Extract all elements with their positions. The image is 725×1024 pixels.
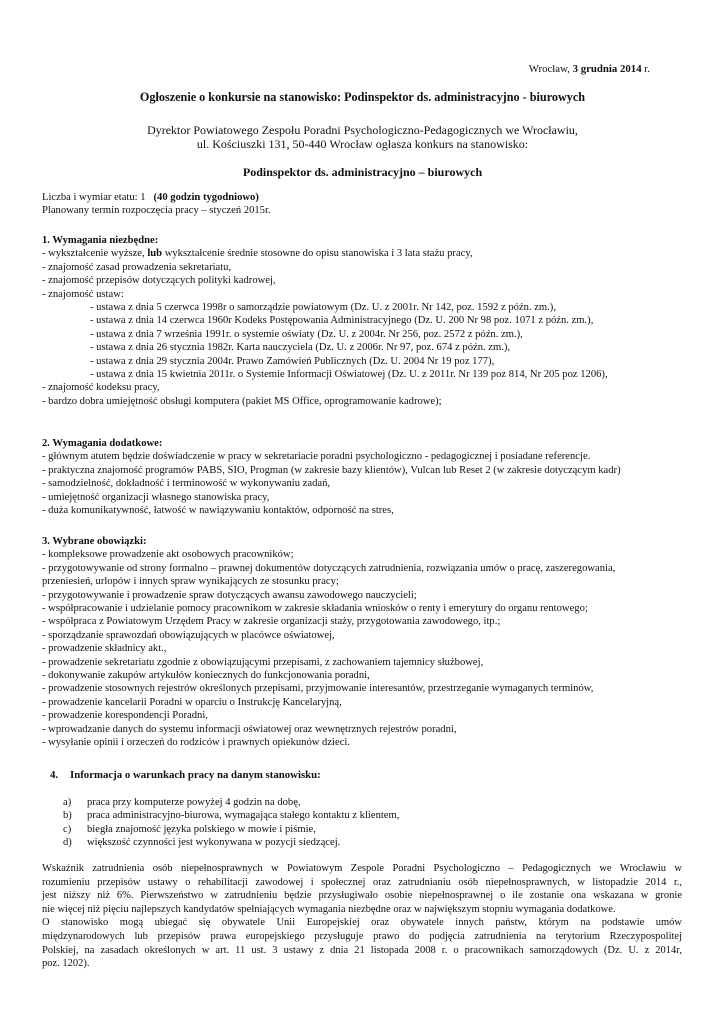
- duty-item: - współpracowanie i udzielanie pomocy pracownikom w zakresie składania wniosków o renty i emerytury do organu rentowego;: [42, 603, 588, 615]
- law-item: - ustawa z dnia 14 czerwca 1960r Kodeks Postępowania Administracyjnego (Dz. U. 200 Nr 98 poz. 1071 z późn. zm.),: [90, 315, 594, 327]
- paragraph-line: międzynarodowych lub przepisów prawa europejskiego przysługuje prawo do podjęcia zatrudnienia na terytorium Rzeczypospolitej: [42, 930, 682, 942]
- section-4-title: Informacja o warunkach pracy na danym stanowisku:: [70, 769, 321, 781]
- law-item: - ustawa z dnia 5 czerwca 1998r o samorządzie powiatowym (Dz. U. z 2001r. Nr 142, poz. 1592 z późn. zm.),: [90, 302, 556, 314]
- intro-line: Dyrektor Powiatowego Zespołu Poradni Psychologiczno-Pedagogicznych we Wrocławiu,: [147, 123, 578, 137]
- paragraph-line: Polskiej, na zasadach określonych w art. 11 ust. 3 ustawy z dnia 21 listopada 2008 r. o pracownikach samorządowych (Dz. U. z 2014r,: [42, 944, 682, 956]
- condition-item: [63, 823, 399, 836]
- item-letter: d): [63, 837, 72, 849]
- duty-item: - sporządzanie sprawozdań obowiązujących w placówce oświatowej,: [42, 629, 335, 641]
- section-2-heading: 2. Wymagania dodatkowe:: [42, 438, 163, 449]
- document-date: [529, 63, 650, 76]
- item-text: większość czynności jest wykonywana w pozycji siedzącej.: [87, 837, 341, 849]
- duty-item: - prowadzenie kancelarii Poradni w oparciu o Instrukcję Kancelaryjną,: [42, 696, 342, 708]
- paragraph-line: rozumieniu przepisów ustawy o rehabilitacji zawodowej i społecznej oraz zatrudnianiu osób niepełnosprawnych, w listopadzie 2014 r.,: [42, 876, 682, 888]
- paragraph-line: O stanowisko mogą ubiegać się obywatele Unii Europejskiej oraz obywatele innych państw, którym na podstawie umów: [42, 917, 682, 929]
- law-item: - ustawa z dnia 15 kwietnia 2011r. o Systemie Informacji Oświatowej (Dz. U. z 2011r. Nr 139 poz 814, Nr 205 poz 1206),: [90, 369, 608, 381]
- law-item: - ustawa z dnia 7 września 1991r. o systemie oświaty (Dz. U. z 2004r. Nr 256, poz. 2572 z późn. zm.),: [90, 328, 523, 340]
- paragraph-line: poz. 1202).: [42, 958, 90, 970]
- requirement-item: - znajomość ustaw:: [42, 288, 124, 300]
- item-letter: a): [63, 797, 72, 808]
- education-pre: - wykształcenie wyższe,: [42, 248, 148, 260]
- duty-item: - prowadzenie stosownych rejestrów określonych przepisami, przyjmowanie interesantów, przestrzeganie wymaganych terminów,: [42, 683, 594, 695]
- duty-item: - współpraca z Powiatowym Urzędem Pracy w zakresie organizacji staży, przygotowania zawodowego, itp.;: [42, 616, 501, 628]
- duty-item: - prowadzenie korespondencji Poradni,: [42, 710, 208, 722]
- duty-item: - kompleksowe prowadzenie akt osobowych pracowników;: [42, 549, 294, 561]
- education-or: lub: [147, 248, 163, 260]
- etat-line: [42, 191, 687, 204]
- duty-item: - dokonywanie zakupów artykułów koniecznych do funkcjonowania poradni,: [42, 670, 370, 682]
- duty-item: - przygotowywanie i prowadzenie spraw dotyczących awansu zawodowego nauczycieli;: [42, 589, 417, 601]
- condition-item: [63, 796, 399, 809]
- requirement-item: - znajomość kodeksu pracy,: [42, 382, 160, 394]
- education-requirement: [42, 247, 687, 260]
- education-post: wykształcenie średnie stosowne do opisu stanowiska i 3 lata stażu pracy,: [162, 248, 473, 260]
- item-text: biegła znajomość języka polskiego w mowie i piśmie,: [87, 823, 316, 835]
- employment-notice-paragraph: [42, 862, 682, 971]
- date-suffix: r.: [641, 63, 650, 75]
- intro-text: [0, 123, 725, 152]
- duty-item: - wysyłanie opinii i orzeczeń do rodziców i prawnych opiekunów dzieci.: [42, 737, 350, 749]
- law-item: - ustawa z dnia 29 stycznia 2004r. Prawo Zamówień Publicznych (Dz. U. 2004 Nr 19 poz 177),: [90, 355, 495, 367]
- position-heading: Podinspektor ds. administracyjno – biurowych: [242, 165, 483, 179]
- requirement-item: - bardzo dobra umiejętność obsługi komputera (pakiet MS Office, oprogramowanie kadrowe);: [42, 395, 442, 407]
- item-text: praca przy komputerze powyżej 4 godzin na dobę,: [87, 797, 301, 808]
- duty-item: - przygotowywanie od strony formalno – prawnej dokumentów dotyczących zatrudnienia, rozwiązania umów o pracę, zaszeregowania,: [42, 562, 616, 574]
- section-4-number: 4.: [50, 769, 59, 781]
- etat-value: (40 godzin tygodniowo): [153, 192, 259, 203]
- condition-item: [63, 836, 399, 849]
- item-letter: b): [63, 810, 72, 822]
- section-3: [42, 535, 687, 750]
- paragraph-line: jest niższy niż 6%. Pierwszeństwo w zatrudnieniu będzie przysługiwało osobie niepełnosprawnej o ile zostanie ona wskazana w gronie: [42, 890, 682, 902]
- document-title: Ogłoszenie o konkursie na stanowisko: Podinspektor ds. administracyjno - biurowych: [139, 90, 586, 104]
- additional-requirement: - samodzielność, dokładność i terminowość w wykonywaniu zadań,: [42, 478, 331, 490]
- section-1: [42, 234, 687, 408]
- requirement-item: - znajomość zasad prowadzenia sekretariatu,: [42, 261, 232, 273]
- law-item: - ustawa z dnia 26 stycznia 1982r. Karta nauczyciela (Dz. U. z 2006r. Nr 97, poz. 674 z późn. zm.),: [90, 342, 511, 354]
- date-prefix: Wrocław,: [528, 63, 573, 75]
- paragraph-line: Wskaźnik zatrudnienia osób niepełnosprawnych w Powiatowym Zespole Poradni Psychologiczno – Pedagogicznych we Wrocławiu w: [42, 863, 682, 874]
- start-date-line: Planowany termin rozpoczęcia pracy – styczeń 2015r.: [42, 205, 271, 217]
- duty-item: - wprowadzanie danych do systemu informacji oświatowej oraz wewnętrznych rejestrów poradni,: [42, 723, 457, 735]
- duty-item: - prowadzenie sekretariatu zgodnie z obowiązującymi przepisami, z zachowaniem tajemnicy służbowej,: [42, 656, 484, 668]
- intro-line: ul. Kościuszki 131, 50-440 Wrocław ogłasza konkurs na stanowisko:: [196, 137, 529, 152]
- duty-item: - prowadzenie składnicy akt.,: [42, 643, 167, 655]
- requirement-item: - znajomość przepisów dotyczących polityki kadrowej,: [42, 275, 276, 287]
- section-1-heading: 1. Wymagania niezbędne:: [42, 235, 159, 246]
- section-4-list: [63, 796, 399, 850]
- etat-info: [42, 191, 687, 218]
- additional-requirement: - głównym atutem będzie doświadczenie w pracy w sekretariacie poradni psychologiczno - pedagogicznej i posiadane referencje.: [42, 451, 591, 463]
- additional-requirement: - praktyczna znajomość programów PABS, SIO, Progman (w zakresie bazy klientów), Vulcan lub Reset 2 (w zakresie dotyczącym kadr): [42, 464, 621, 476]
- additional-requirement: - umiejętność organizacji własnego stanowiska pracy,: [42, 491, 270, 503]
- section-4-heading: [50, 769, 321, 782]
- item-letter: c): [63, 823, 72, 835]
- section-3-heading: 3. Wybrane obowiązki:: [42, 536, 147, 547]
- date-value: 3 grudnia 2014: [572, 63, 642, 75]
- etat-label: Liczba i wymiar etatu: 1: [42, 192, 146, 203]
- condition-item: [63, 809, 399, 822]
- section-2: [42, 437, 687, 517]
- paragraph-line: nie więcej niż pięciu najlepszych kandydatów spełniających wymagania niezbędne oraz w największym stopniu wymagania dodatkowe.: [42, 903, 616, 915]
- item-text: praca administracyjno-biurowa, wymagająca stałego kontaktu z klientem,: [87, 810, 400, 822]
- duty-item: przeniesień, urlopów i innych spraw wynikających ze stosunku pracy;: [42, 576, 339, 588]
- additional-requirement: - duża komunikatywność, łatwość w nawiązywaniu kontaktów, odporność na stres,: [42, 505, 394, 517]
